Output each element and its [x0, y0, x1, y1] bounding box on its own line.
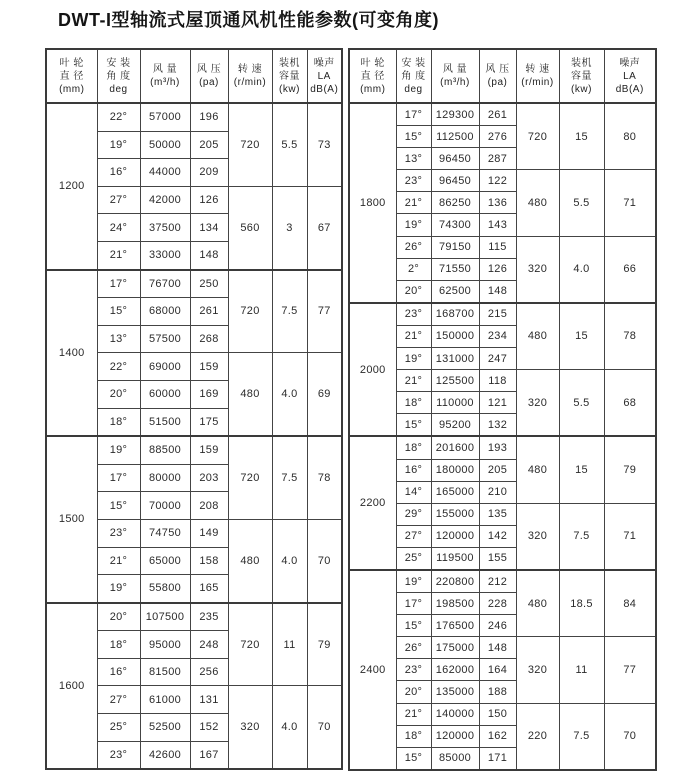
speed-cell: 320 [516, 236, 559, 303]
volume-cell: 150000 [431, 325, 479, 347]
noise-cell: 79 [307, 603, 342, 686]
pressure-cell: 150 [479, 703, 516, 725]
power-cell: 7.5 [272, 270, 307, 353]
angle-cell: 15° [396, 615, 431, 637]
volume-cell: 220800 [431, 570, 479, 593]
noise-cell: 78 [307, 436, 342, 519]
pressure-cell: 143 [479, 214, 516, 236]
volume-cell: 88500 [140, 436, 190, 464]
volume-cell: 62500 [431, 280, 479, 303]
pressure-cell: 247 [479, 348, 516, 370]
angle-cell: 18° [396, 392, 431, 414]
angle-cell: 17° [396, 103, 431, 126]
pressure-cell: 193 [479, 436, 516, 459]
pressure-cell: 210 [479, 481, 516, 503]
angle-cell: 23° [396, 659, 431, 681]
volume-cell: 112500 [431, 126, 479, 148]
volume-cell: 135000 [431, 681, 479, 703]
pressure-cell: 165 [190, 575, 228, 603]
column-header-speed: 转 速 (r/min) [228, 49, 272, 103]
column-header-angle: 安 装 角 度 deg [396, 49, 431, 103]
column-header-pressure: 风 压 (pa) [479, 49, 516, 103]
pressure-cell: 148 [479, 637, 516, 659]
pressure-cell: 126 [479, 258, 516, 280]
speed-cell: 480 [516, 170, 559, 236]
angle-cell: 15° [396, 747, 431, 770]
table-row [349, 303, 656, 326]
angle-cell: 21° [97, 241, 140, 269]
speed-cell: 320 [516, 370, 559, 437]
diameter-cell: 1500 [46, 436, 97, 603]
volume-cell: 120000 [431, 725, 479, 747]
pressure-cell: 208 [190, 492, 228, 520]
volume-cell: 85000 [431, 747, 479, 770]
angle-cell: 20° [396, 280, 431, 303]
angle-cell: 24° [97, 214, 140, 242]
volume-cell: 95200 [431, 414, 479, 437]
angle-cell: 14° [396, 481, 431, 503]
pressure-cell: 256 [190, 658, 228, 686]
volume-cell: 57000 [140, 103, 190, 131]
pressure-cell: 152 [190, 714, 228, 742]
column-header-pressure: 风 压 (pa) [190, 49, 228, 103]
angle-cell: 2° [396, 258, 431, 280]
angle-cell: 15° [396, 414, 431, 437]
power-cell: 7.5 [559, 503, 604, 570]
column-header-volume: 风 量 (m³/h) [140, 49, 190, 103]
pressure-cell: 164 [479, 659, 516, 681]
pressure-cell: 132 [479, 414, 516, 437]
power-cell: 5.5 [559, 170, 604, 236]
volume-cell: 33000 [140, 241, 190, 269]
volume-cell: 125500 [431, 370, 479, 392]
diameter-cell: 1600 [46, 603, 97, 770]
power-cell: 15 [559, 436, 604, 503]
volume-cell: 168700 [431, 303, 479, 326]
speed-cell: 720 [228, 103, 272, 186]
angle-cell: 19° [396, 214, 431, 236]
angle-cell: 20° [396, 681, 431, 703]
volume-cell: 96450 [431, 170, 479, 192]
angle-cell: 19° [97, 575, 140, 603]
noise-cell: 71 [604, 170, 656, 236]
page-title: DWT-I型轴流式屋顶通风机性能参数(可变角度) [58, 10, 439, 30]
volume-cell: 176500 [431, 615, 479, 637]
speed-cell: 220 [516, 703, 559, 770]
power-cell: 4.0 [272, 353, 307, 436]
speed-cell: 720 [228, 436, 272, 519]
volume-cell: 155000 [431, 503, 479, 525]
speed-cell: 720 [516, 103, 559, 170]
pressure-cell: 126 [190, 186, 228, 214]
noise-cell: 77 [604, 637, 656, 703]
volume-cell: 44000 [140, 159, 190, 187]
diameter-cell: 1800 [349, 103, 396, 303]
volume-cell: 96450 [431, 148, 479, 170]
angle-cell: 19° [97, 131, 140, 159]
volume-cell: 37500 [140, 214, 190, 242]
angle-cell: 18° [396, 436, 431, 459]
angle-cell: 13° [396, 148, 431, 170]
angle-cell: 18° [97, 408, 140, 436]
table-row [349, 570, 656, 593]
volume-cell: 65000 [140, 547, 190, 575]
angle-cell: 22° [97, 103, 140, 131]
pressure-cell: 122 [479, 170, 516, 192]
diameter-cell: 2400 [349, 570, 396, 770]
pressure-cell: 142 [479, 525, 516, 547]
pressure-cell: 155 [479, 547, 516, 570]
volume-cell: 110000 [431, 392, 479, 414]
table-row [349, 170, 656, 192]
column-header-diameter: 叶 轮 直 径 (mm) [349, 49, 396, 103]
pressure-cell: 261 [479, 103, 516, 126]
noise-cell: 70 [307, 519, 342, 602]
volume-cell: 175000 [431, 637, 479, 659]
speed-cell: 480 [516, 436, 559, 503]
diameter-cell: 2000 [349, 303, 396, 437]
volume-cell: 60000 [140, 380, 190, 408]
noise-cell: 70 [604, 703, 656, 770]
volume-cell: 52500 [140, 714, 190, 742]
angle-cell: 20° [97, 603, 140, 631]
volume-cell: 71550 [431, 258, 479, 280]
speed-cell: 480 [228, 519, 272, 602]
pressure-cell: 121 [479, 392, 516, 414]
pressure-cell: 149 [190, 519, 228, 547]
volume-cell: 180000 [431, 459, 479, 481]
noise-cell: 68 [604, 370, 656, 437]
angle-cell: 17° [396, 593, 431, 615]
angle-cell: 22° [97, 353, 140, 381]
pressure-cell: 159 [190, 353, 228, 381]
pressure-cell: 188 [479, 681, 516, 703]
volume-cell: 120000 [431, 525, 479, 547]
pressure-cell: 268 [190, 325, 228, 353]
angle-cell: 16° [396, 459, 431, 481]
volume-cell: 131000 [431, 348, 479, 370]
speed-cell: 480 [516, 303, 559, 370]
power-cell: 11 [559, 637, 604, 703]
pressure-cell: 162 [479, 725, 516, 747]
column-header-noise: 噪声 LA dB(A) [307, 49, 342, 103]
noise-cell: 69 [307, 353, 342, 436]
angle-cell: 21° [396, 703, 431, 725]
pressure-cell: 209 [190, 159, 228, 187]
header-row [349, 49, 656, 103]
table-row [349, 436, 656, 459]
volume-cell: 165000 [431, 481, 479, 503]
diameter-cell: 1200 [46, 103, 97, 270]
speed-cell: 320 [516, 637, 559, 703]
pressure-cell: 136 [479, 192, 516, 214]
volume-cell: 76700 [140, 270, 190, 298]
pressure-cell: 287 [479, 148, 516, 170]
speed-cell: 320 [228, 686, 272, 769]
noise-cell: 67 [307, 186, 342, 269]
pressure-cell: 276 [479, 126, 516, 148]
power-cell: 15 [559, 103, 604, 170]
power-cell: 5.5 [272, 103, 307, 186]
angle-cell: 25° [396, 547, 431, 570]
column-header-speed: 转 速 (r/min) [516, 49, 559, 103]
power-cell: 3 [272, 186, 307, 269]
table-row [46, 436, 342, 464]
volume-cell: 68000 [140, 298, 190, 326]
pressure-cell: 175 [190, 408, 228, 436]
pressure-cell: 196 [190, 103, 228, 131]
pressure-cell: 215 [479, 303, 516, 326]
volume-cell: 95000 [140, 631, 190, 659]
noise-cell: 79 [604, 436, 656, 503]
noise-cell: 78 [604, 303, 656, 370]
power-cell: 5.5 [559, 370, 604, 437]
power-cell: 11 [272, 603, 307, 686]
pressure-cell: 205 [190, 131, 228, 159]
angle-cell: 26° [396, 637, 431, 659]
pressure-cell: 246 [479, 615, 516, 637]
noise-cell: 71 [604, 503, 656, 570]
volume-cell: 42600 [140, 741, 190, 769]
angle-cell: 23° [396, 170, 431, 192]
table-row [349, 236, 656, 258]
volume-cell: 80000 [140, 464, 190, 492]
header-row [46, 49, 342, 103]
speed-cell: 320 [516, 503, 559, 570]
angle-cell: 13° [97, 325, 140, 353]
volume-cell: 55800 [140, 575, 190, 603]
angle-cell: 26° [396, 236, 431, 258]
pressure-cell: 203 [190, 464, 228, 492]
angle-cell: 21° [396, 192, 431, 214]
pressure-cell: 135 [479, 503, 516, 525]
angle-cell: 23° [396, 303, 431, 326]
angle-cell: 17° [97, 270, 140, 298]
pressure-cell: 148 [190, 241, 228, 269]
volume-cell: 50000 [140, 131, 190, 159]
table-row [349, 503, 656, 525]
pressure-cell: 158 [190, 547, 228, 575]
pressure-cell: 148 [479, 280, 516, 303]
volume-cell: 74300 [431, 214, 479, 236]
angle-cell: 18° [396, 725, 431, 747]
angle-cell: 27° [396, 525, 431, 547]
diameter-cell: 1400 [46, 270, 97, 437]
volume-cell: 198500 [431, 593, 479, 615]
speed-cell: 720 [228, 603, 272, 686]
angle-cell: 21° [97, 547, 140, 575]
power-cell: 7.5 [559, 703, 604, 770]
pressure-cell: 235 [190, 603, 228, 631]
speed-cell: 480 [516, 570, 559, 637]
pressure-cell: 248 [190, 631, 228, 659]
volume-cell: 140000 [431, 703, 479, 725]
pressure-cell: 131 [190, 686, 228, 714]
angle-cell: 16° [97, 658, 140, 686]
volume-cell: 74750 [140, 519, 190, 547]
noise-cell: 66 [604, 236, 656, 303]
power-cell: 4.0 [272, 519, 307, 602]
speed-cell: 720 [228, 270, 272, 353]
angle-cell: 19° [97, 436, 140, 464]
angle-cell: 20° [97, 380, 140, 408]
volume-cell: 81500 [140, 658, 190, 686]
volume-cell: 119500 [431, 547, 479, 570]
volume-cell: 61000 [140, 686, 190, 714]
angle-cell: 15° [97, 492, 140, 520]
column-header-angle: 安 装 角 度 deg [97, 49, 140, 103]
pressure-cell: 228 [479, 593, 516, 615]
table-row [349, 370, 656, 392]
pressure-cell: 159 [190, 436, 228, 464]
volume-cell: 129300 [431, 103, 479, 126]
pressure-cell: 118 [479, 370, 516, 392]
angle-cell: 25° [97, 714, 140, 742]
table-row [46, 103, 342, 131]
power-cell: 18.5 [559, 570, 604, 637]
speed-cell: 560 [228, 186, 272, 269]
pressure-cell: 134 [190, 214, 228, 242]
angle-cell: 15° [396, 126, 431, 148]
angle-cell: 27° [97, 686, 140, 714]
table-row [349, 703, 656, 725]
power-cell: 7.5 [272, 436, 307, 519]
angle-cell: 21° [396, 325, 431, 347]
angle-cell: 18° [97, 631, 140, 659]
noise-cell: 73 [307, 103, 342, 186]
pressure-cell: 171 [479, 747, 516, 770]
angle-cell: 17° [97, 464, 140, 492]
pressure-cell: 169 [190, 380, 228, 408]
volume-cell: 70000 [140, 492, 190, 520]
angle-cell: 27° [97, 186, 140, 214]
column-header-diameter: 叶 轮 直 径 (mm) [46, 49, 97, 103]
angle-cell: 15° [97, 298, 140, 326]
column-header-volume: 风 量 (m³/h) [431, 49, 479, 103]
volume-cell: 57500 [140, 325, 190, 353]
volume-cell: 201600 [431, 436, 479, 459]
angle-cell: 19° [396, 348, 431, 370]
power-cell: 15 [559, 303, 604, 370]
volume-cell: 162000 [431, 659, 479, 681]
table-row [349, 637, 656, 659]
power-cell: 4.0 [272, 686, 307, 769]
table-row [46, 603, 342, 631]
column-header-power: 装机 容量 (kw) [559, 49, 604, 103]
table-row [46, 270, 342, 298]
angle-cell: 19° [396, 570, 431, 593]
pressure-cell: 167 [190, 741, 228, 769]
power-cell: 4.0 [559, 236, 604, 303]
volume-cell: 69000 [140, 353, 190, 381]
volume-cell: 86250 [431, 192, 479, 214]
diameter-cell: 2200 [349, 436, 396, 570]
column-header-power: 装机 容量 (kw) [272, 49, 307, 103]
noise-cell: 77 [307, 270, 342, 353]
angle-cell: 23° [97, 519, 140, 547]
column-header-noise: 噪声 LA dB(A) [604, 49, 656, 103]
noise-cell: 84 [604, 570, 656, 637]
pressure-cell: 250 [190, 270, 228, 298]
angle-cell: 29° [396, 503, 431, 525]
volume-cell: 42000 [140, 186, 190, 214]
noise-cell: 80 [604, 103, 656, 170]
pressure-cell: 115 [479, 236, 516, 258]
pressure-cell: 205 [479, 459, 516, 481]
table-row [349, 103, 656, 126]
noise-cell: 70 [307, 686, 342, 769]
volume-cell: 107500 [140, 603, 190, 631]
speed-cell: 480 [228, 353, 272, 436]
angle-cell: 21° [396, 370, 431, 392]
volume-cell: 51500 [140, 408, 190, 436]
angle-cell: 16° [97, 159, 140, 187]
pressure-cell: 212 [479, 570, 516, 593]
pressure-cell: 261 [190, 298, 228, 326]
fan-spec-table-right [348, 48, 657, 771]
pressure-cell: 234 [479, 325, 516, 347]
angle-cell: 23° [97, 741, 140, 769]
fan-spec-table-left [45, 48, 343, 770]
volume-cell: 79150 [431, 236, 479, 258]
